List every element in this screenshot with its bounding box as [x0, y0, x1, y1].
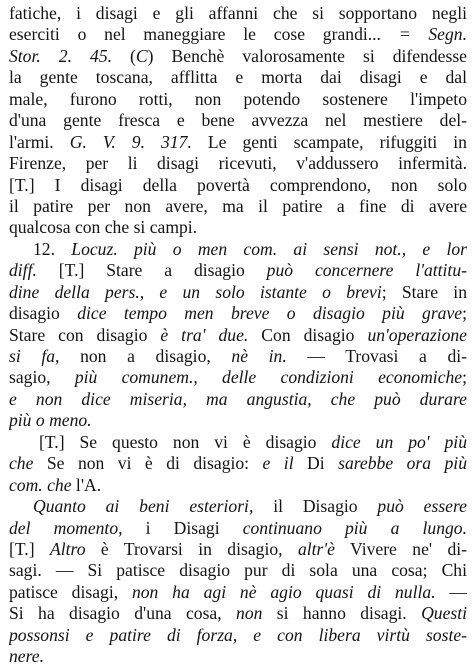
roman-segment: Firenze, per li disagi ricevuti, v'addussero infermità.: [9, 153, 467, 174]
italic-segment: può concernere l'attitu-: [266, 260, 467, 281]
italic-segment: e il: [262, 453, 294, 474]
roman-segment: Vivere ne' di-: [334, 538, 467, 559]
text-line: [9, 539, 467, 560]
text-line: [9, 260, 467, 281]
italic-segment: non ha agi nè agio quasi di nulla.: [131, 581, 436, 602]
italic-segment: più comunem., delle condizioni economiche: [74, 367, 463, 388]
italic-segment: nè in.: [231, 346, 287, 366]
roman-segment: [T.]: [9, 538, 50, 559]
roman-segment: Con disagio: [248, 324, 368, 345]
roman-segment: [T.] Stare a disagio: [36, 260, 267, 281]
text-line: [9, 518, 467, 539]
roman-segment: patisce disagi,: [9, 581, 132, 602]
roman-segment: —: [435, 581, 467, 602]
italic-segment: C: [135, 45, 148, 66]
roman-segment: [T.] I disagi della povertà comprendono, non solo: [9, 174, 467, 195]
italic-segment: può essere: [377, 496, 467, 517]
italic-segment: più o meno.: [9, 410, 92, 431]
italic-segment: nere.: [9, 646, 45, 667]
text-line: [9, 432, 467, 453]
roman-segment: si hanno disagi.: [262, 603, 422, 624]
roman-segment: (: [112, 45, 136, 66]
text-line: [9, 603, 467, 624]
roman-segment: Si ha disagio d'una cosa,: [9, 603, 237, 624]
roman-segment: il Disagio: [253, 496, 378, 517]
italic-segment: Quanto ai beni esteriori,: [33, 496, 254, 517]
italic-segment: del momento,: [9, 517, 123, 538]
text-line: [9, 282, 467, 303]
roman-segment: sagi. — Si patisce disagio pur di sola una cosa; Chi: [9, 560, 467, 581]
italic-segment: possonsi e patire di forza, e con libera virtù soste-: [9, 624, 467, 645]
text-line: [9, 410, 467, 431]
italic-segment: altr'è: [297, 538, 335, 559]
roman-segment: Le genti scampate, rifuggiti in: [191, 131, 467, 152]
roman-segment: i Disagi: [122, 517, 243, 538]
roman-segment: — Trovasi a di-: [286, 346, 467, 366]
italic-segment: che: [9, 453, 34, 474]
italic-segment: un'operazione: [367, 324, 467, 345]
roman-segment: 12.: [33, 238, 72, 259]
roman-segment: ;: [462, 367, 467, 388]
text-line: [9, 196, 467, 217]
italic-segment: Stor. 2. 45.: [9, 45, 113, 66]
italic-segment: dine della pers., e un solo istante o brevi: [9, 281, 382, 302]
text-line: [9, 582, 467, 603]
roman-segment: la gente toscana, afflitta e morta dai disagi e dal: [9, 67, 467, 88]
italic-segment: e non dice miseria, ma angustia, che può durare: [9, 388, 467, 409]
text-line: [9, 153, 467, 174]
text-line: [9, 646, 467, 667]
italic-segment: non: [236, 603, 263, 624]
italic-segment: Altro: [49, 538, 86, 559]
text-line: [9, 24, 467, 45]
roman-segment: ) Benchè valorosamente si difendesse: [147, 45, 467, 66]
italic-segment: si fa,: [9, 346, 60, 366]
text-line: [9, 175, 467, 196]
text-line: [9, 325, 467, 346]
text-line: [9, 110, 467, 131]
roman-segment: Stare con disagio: [9, 324, 161, 345]
roman-segment: non a disagio,: [59, 346, 232, 366]
roman-segment: Di: [293, 453, 339, 474]
text-line: [9, 453, 467, 474]
text-line: [9, 560, 467, 581]
text-line: [9, 217, 467, 238]
italic-segment: continuano più a lungo.: [242, 517, 467, 538]
italic-segment: dice tempo men breve o disagio più grave: [77, 303, 463, 324]
roman-segment: male, furono rotti, non potendo sostenere l'impeto: [9, 88, 467, 109]
roman-segment: l'armi.: [9, 131, 70, 152]
roman-segment: è Trovarsi in disagio,: [85, 538, 298, 559]
italic-segment: Questi: [421, 603, 467, 624]
roman-segment: [T.] Se questo non vi è disagio: [39, 431, 332, 452]
text-line: [9, 132, 467, 153]
roman-segment: disagio: [9, 303, 78, 324]
roman-segment: l'A.: [71, 474, 102, 495]
text-line: [9, 46, 467, 67]
roman-segment: il patire per non avere, ma il patire a fine di avere: [9, 195, 467, 216]
roman-segment: fatiche, i disagi e gli affanni che si sopportano negli: [9, 3, 467, 23]
text-line: [9, 67, 467, 88]
roman-segment: d'una gente fresca e bene avvezza nel mestiere del-: [9, 110, 467, 131]
text-line: [9, 303, 467, 324]
roman-segment: qualcosa con che si campi.: [9, 217, 198, 238]
text-line: [9, 625, 467, 646]
roman-segment: ;: [462, 303, 467, 324]
roman-segment: eserciti o nel maneggiare le cose grandi...: [9, 24, 399, 45]
italic-segment: è tra' due.: [160, 324, 249, 345]
italic-segment: diff.: [9, 260, 37, 281]
italic-segment: G. V. 9. 317.: [69, 131, 192, 152]
roman-segment: Se non vi è di disagio:: [33, 453, 263, 474]
italic-segment: = Segn.: [398, 24, 467, 45]
text-line: [9, 389, 467, 410]
text-line: [9, 367, 467, 388]
text-line: [9, 496, 467, 517]
text-line: [9, 346, 467, 367]
italic-segment: com. che: [9, 474, 72, 495]
roman-segment: sagio,: [9, 367, 75, 388]
italic-segment: sarebbe ora più: [338, 453, 467, 474]
text-line: [9, 239, 467, 260]
text-line: [9, 89, 467, 110]
italic-segment: dice un po' più: [331, 431, 467, 452]
text-line: [9, 3, 467, 24]
italic-segment: Locuz. più o men com. ai sensi not., e lor: [71, 238, 467, 259]
roman-segment: ; Stare in: [381, 281, 467, 302]
text-line: [9, 475, 467, 496]
